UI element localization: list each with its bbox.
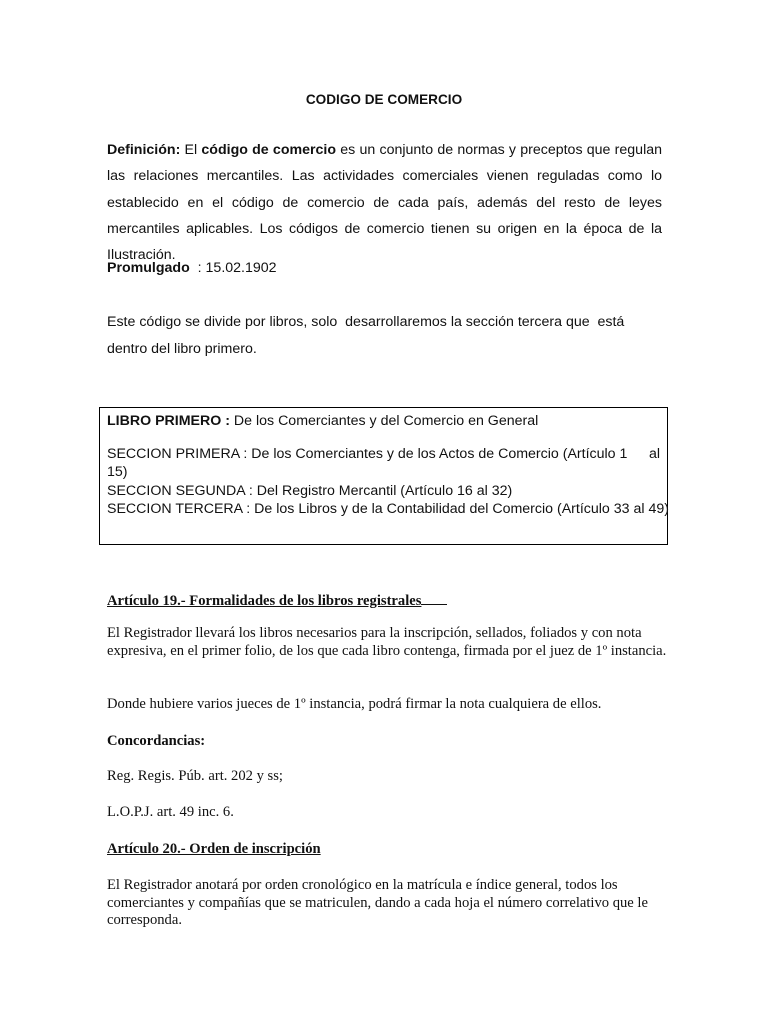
libro-text: De los Comerciantes y del Comercio en General [229,413,539,429]
seccion-primera-text: SECCION PRIMERA : De los Comerciantes y de los Actos de Comercio (Artículo 1 [107,445,628,462]
promulgado-value: : 15.02.1902 [189,260,277,276]
definition-pre: El [180,142,202,158]
seccion-primera-row [107,445,667,464]
article-19-title-text: Artículo 19.- Formalidades de los libros registrales [107,593,422,609]
definition-label: Definición: [107,142,181,158]
promulgado-line [107,260,662,276]
libro-primero-box [99,407,668,545]
article-19-paragraph-2: Donde hubiere varios jueces de 1º instancia, podrá firmar la nota cualquiera de ellos. [107,696,602,712]
article-19-title [107,590,447,610]
concordancia-ref-1: Reg. Regis. Púb. art. 202 y ss; [107,768,283,784]
document-title: CODIGO DE COMERCIO [305,92,463,107]
concordancias-heading: Concordancias: [107,733,206,749]
intro-paragraph: Este código se divide por libros, solo desarrollaremos la sección tercera que está dentro del libro primero. [107,314,629,357]
definition-text: es un conjunto de normas y preceptos que regulan las relaciones mercantiles. Las actividades comerciales vienen reguladas como lo establecido en el código de comercio de cada país, además del resto de leyes mercantiles aplicables. Los códigos de comercio tienen su origen en la época de la Ilustración. [107,142,663,264]
seccion-segunda-row: SECCION SEGUNDA : Del Registro Mercantil (Artículo 16 al 32) [107,482,513,499]
article-20-paragraph-1: El Registrador anotará por orden cronológico en la matrícula e índice general, todos los comerciantes y compañías que se matriculen, dando a cada hoja el número correlativo que le corresponda. [107,877,648,929]
definition-paragraph [107,137,662,268]
libro-row [107,412,667,431]
article-20-title: Artículo 20.- Orden de inscripción [107,841,321,857]
libro-label: LIBRO PRIMERO : [107,413,230,429]
definition-term: código de comercio [201,142,337,158]
seccion-primera-al: al [648,445,660,462]
article-19-paragraph-1: El Registrador llevará los libros necesarios para la inscripción, sellados, foliados y con nota expresiva, en el primer folio, de los que cada libro contenga, firmada por el juez de 1º instancia. [107,625,667,659]
seccion-primera-cont: 15) [107,464,128,481]
concordancia-ref-2: L.O.P.J. art. 49 inc. 6. [107,804,234,820]
promulgado-label: Promulgado [107,260,190,276]
seccion-tercera-row: SECCION TERCERA : De los Libros y de la Contabilidad del Comercio (Artículo 33 al 49) [107,501,669,518]
